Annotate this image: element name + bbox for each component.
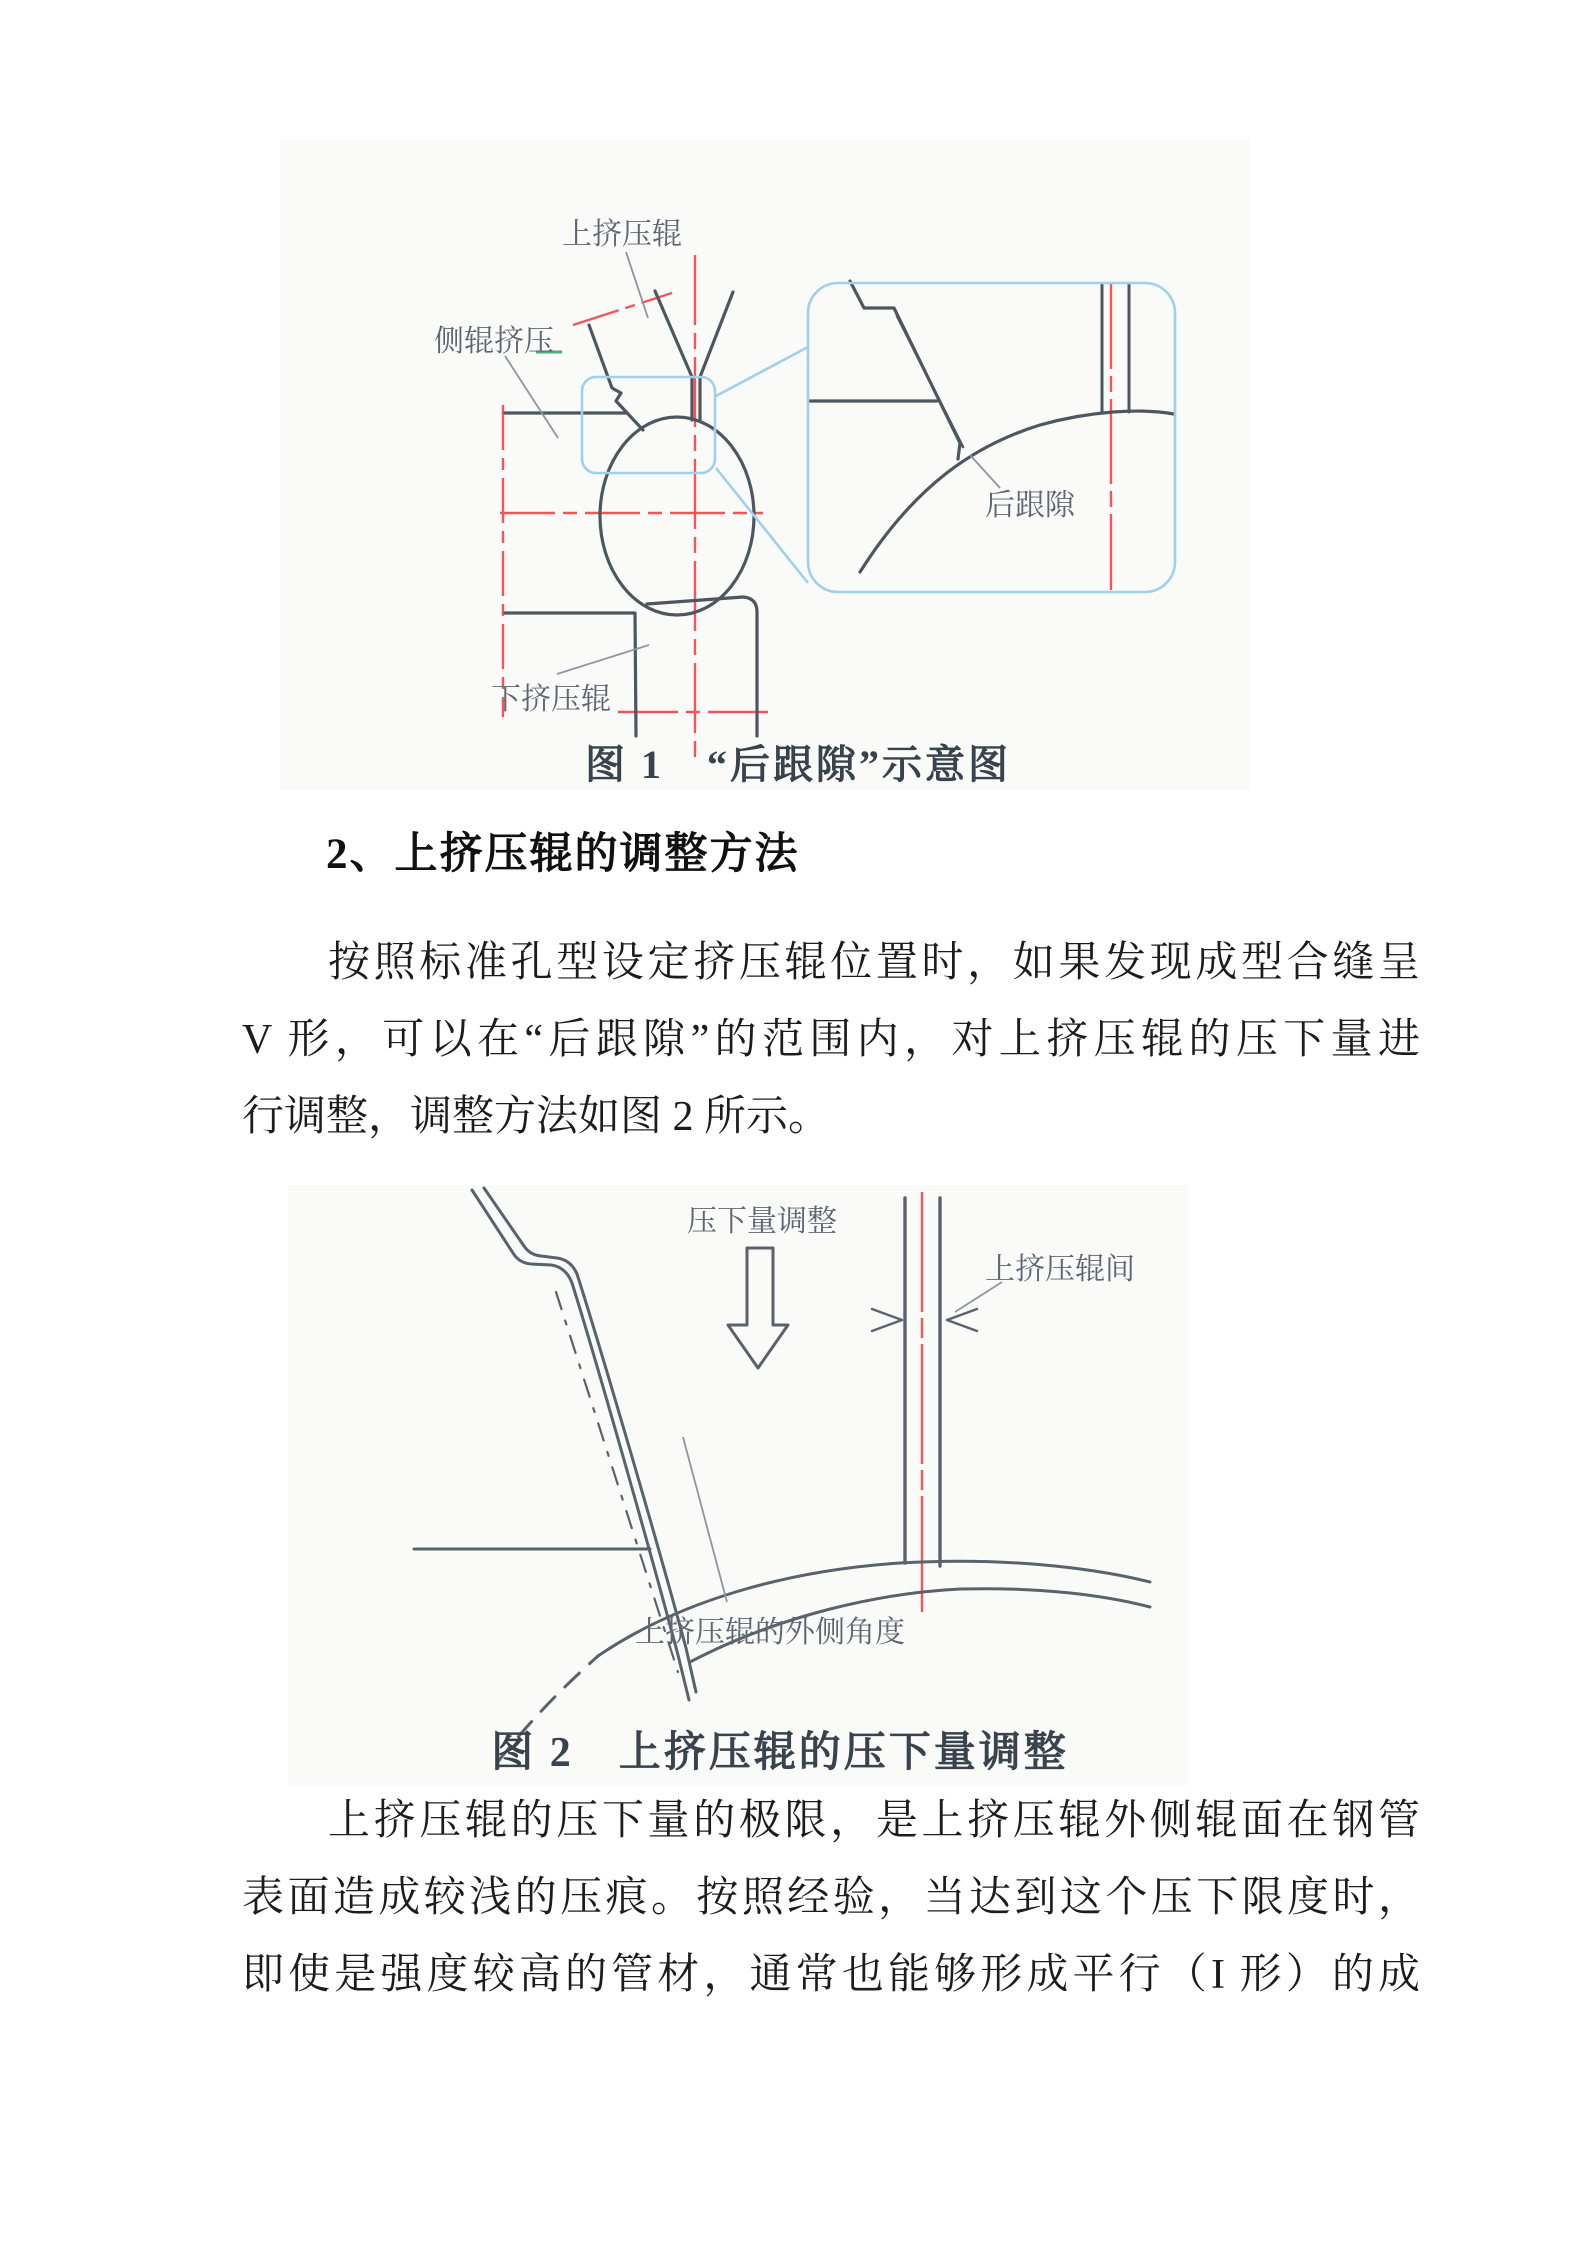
figure2-reduction-adjust-diagram [288,1185,1188,1785]
label-lower-roller: 下挤压辊 [491,683,611,716]
paragraph2-line2: 表面造成较浅的压痕。按照经验，当达到这个压下限度时， [242,1875,1420,1921]
figure2-caption: 图 2 上挤压辊的压下量调整 [491,1730,1069,1776]
paragraph2-line3: 即使是强度较高的管材，通常也能够形成平行（I 形）的成 [242,1952,1420,1998]
label-heel-gap: 后跟隙 [985,489,1075,522]
paragraph1-line3: 行调整，调整方法如图 2 所示。 [242,1094,831,1140]
label-upper-roller-gap: 上挤压辊间 [985,1253,1135,1286]
label-upper-roller: 上挤压辊 [562,218,682,251]
label-side-roller: 侧辊挤压 [434,325,554,358]
figure1-background [280,140,1250,790]
label-outer-angle: 上挤压辊的外侧角度 [635,1616,905,1649]
paragraph1-line1: 按照标准孔型设定挤压辊位置时，如果发现成型合缝呈 [328,940,1420,986]
figure1-heel-gap-diagram [280,140,1250,790]
paragraph1-line2: V 形，可以在“后跟隙”的范围内，对上挤压辊的压下量进 [242,1017,1420,1063]
section-heading: 2、上挤压辊的调整方法 [326,831,800,878]
paragraph2-line1: 上挤压辊的压下量的极限，是上挤压辊外侧辊面在钢管 [328,1798,1420,1844]
figure1-caption: 图 1 “后跟隙”示意图 [585,742,1011,787]
label-reduction-adjust: 压下量调整 [687,1205,837,1238]
